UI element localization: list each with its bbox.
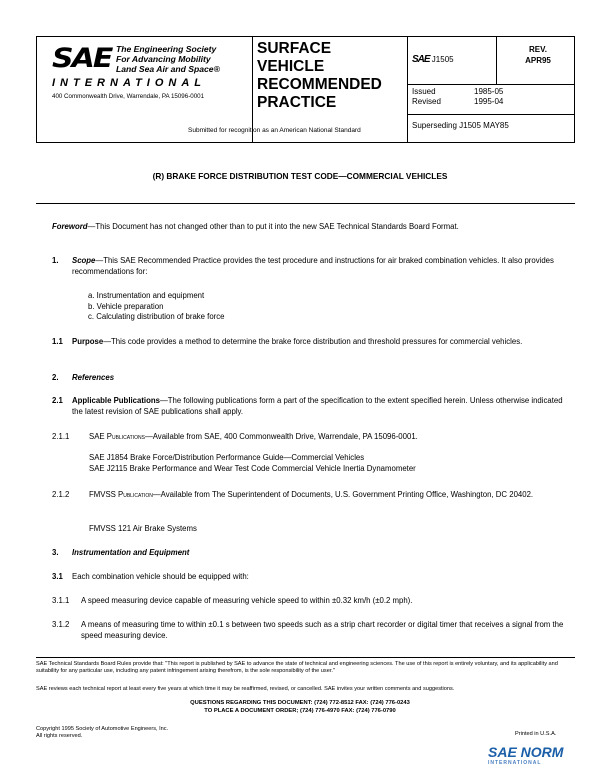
superseding-note: Superseding J1505 MAY85 bbox=[412, 121, 509, 130]
foreword: Foreword—This Document has not changed other than to put it into the new SAE Technical Standards Board Format. bbox=[52, 222, 459, 231]
section-2-1-2-fmvss: FMVSS Publication—Available from The Superintendent of Documents, U.S. Government Printing Office, Washington, DC 20402. bbox=[89, 490, 534, 499]
printed-note: Printed in U.S.A. bbox=[515, 731, 557, 737]
section-3-1-text: Each combination vehicle should be equipped with: bbox=[72, 572, 249, 581]
header-divider bbox=[407, 36, 408, 143]
revision-label: REV. APR95 bbox=[525, 45, 551, 65]
sae-references: SAE J1854 Brake Force/Distribution Performance Guide—Commercial Vehicles SAE J2115 Brake Performance and Wear Test Code Commercial Vehicle Inertia Dynamometer bbox=[89, 453, 416, 473]
sae-logo: SAE bbox=[52, 42, 112, 75]
society-tagline: The Engineering Society For Advancing Mobility Land Sea Air and Space® bbox=[116, 44, 220, 74]
copyright: Copyright 1995 Society of Automotive Engineers, Inc. All rights reserved. bbox=[36, 726, 169, 739]
section-2-1-2-number: 2.1.2 bbox=[52, 490, 70, 499]
section-3-instrumentation: Instrumentation and Equipment bbox=[72, 548, 190, 557]
section-1-scope: Scope—This SAE Recommended Practice provides the test procedure and instructions for air braked combination vehicles. It also provides recommendations for: bbox=[72, 256, 554, 276]
issue-dates: Issued 1985-05 Revised 1995-04 bbox=[412, 87, 504, 106]
header-divider bbox=[407, 114, 575, 115]
header-divider bbox=[496, 36, 497, 84]
section-2-number: 2. bbox=[52, 373, 59, 382]
scope-list: a. Instrumentation and equipment b. Vehicle preparation c. Calculating distribution of brake force bbox=[88, 291, 225, 321]
header-divider bbox=[407, 84, 575, 85]
section-3-1-1-number: 3.1.1 bbox=[52, 596, 70, 605]
submitted-note: Submitted for recognition as an American National Standard bbox=[188, 127, 361, 134]
section-2-1-1-sae: SAE Publications—Available from SAE, 400 Commonwealth Drive, Warrendale, PA 15096-0001. bbox=[89, 432, 418, 441]
title-rule bbox=[36, 203, 575, 204]
section-1-1-number: 1.1 bbox=[52, 337, 63, 346]
section-2-1-1-number: 2.1.1 bbox=[52, 432, 70, 441]
section-3-number: 3. bbox=[52, 548, 59, 557]
footer-rule bbox=[36, 657, 575, 658]
section-2-1-number: 2.1 bbox=[52, 396, 63, 405]
order-contact: TO PLACE A DOCUMENT ORDER; (724) 776-4970 FAX: (724) 776-0790 bbox=[204, 708, 396, 714]
section-1-number: 1. bbox=[52, 256, 59, 265]
fmvss-reference: FMVSS 121 Air Brake Systems bbox=[89, 524, 197, 533]
section-3-1-1-text: A speed measuring device capable of measuring vehicle speed to within ±0.32 km/h (±0.2 mph). bbox=[81, 596, 413, 605]
section-3-1-number: 3.1 bbox=[52, 572, 63, 581]
footer-note-1: SAE Technical Standards Board Rules provide that: "This report is published by SAE to advance the state of technical and engineering sciences. The use of this report is entirely voluntary, and its applicability and suitability for any particular use, including any patent infringement arising therefrom, is the sole responsibility of the user." bbox=[36, 661, 558, 674]
section-2-references: References bbox=[72, 373, 115, 382]
document-title: (R) BRAKE FORCE DISTRIBUTION TEST CODE—COMMERCIAL VEHICLES bbox=[152, 171, 448, 181]
section-1-1-purpose: Purpose—This code provides a method to determine the brake force distribution and threshold pressures for commercial vehicles. bbox=[72, 337, 523, 346]
sae-address: 400 Commonwealth Drive, Warrendale, PA 15096-0001 bbox=[52, 93, 205, 100]
questions-contact: QUESTIONS REGARDING THIS DOCUMENT: (724) 772-8512 FAX: (724) 776-0243 bbox=[190, 700, 410, 706]
sae-norm-logo: SAE NORM INTERNATIONAL bbox=[488, 744, 564, 766]
section-2-1-publications: Applicable Publications—The following publications form a part of the specification to the extent specified herein. Unless otherwise indicated the latest revision of SAE publications shall apply. bbox=[72, 396, 563, 416]
document-type: SURFACE VEHICLE RECOMMENDED PRACTICE bbox=[257, 40, 382, 111]
section-3-1-2-number: 3.1.2 bbox=[52, 620, 70, 629]
document-number: SAE J1505 bbox=[412, 54, 454, 65]
footer-note-2: SAE reviews each technical report at least every five years at which time it may be reaffirmed, revised, or cancelled. SAE invites your written comments and suggestions. bbox=[36, 686, 455, 692]
international-label: INTERNATIONAL bbox=[52, 77, 207, 89]
section-3-1-2-text: A means of measuring time to within ±0.1 s between two speeds such as a strip chart recorder or digital timer that receives a signal from the speed measuring device. bbox=[81, 620, 564, 640]
